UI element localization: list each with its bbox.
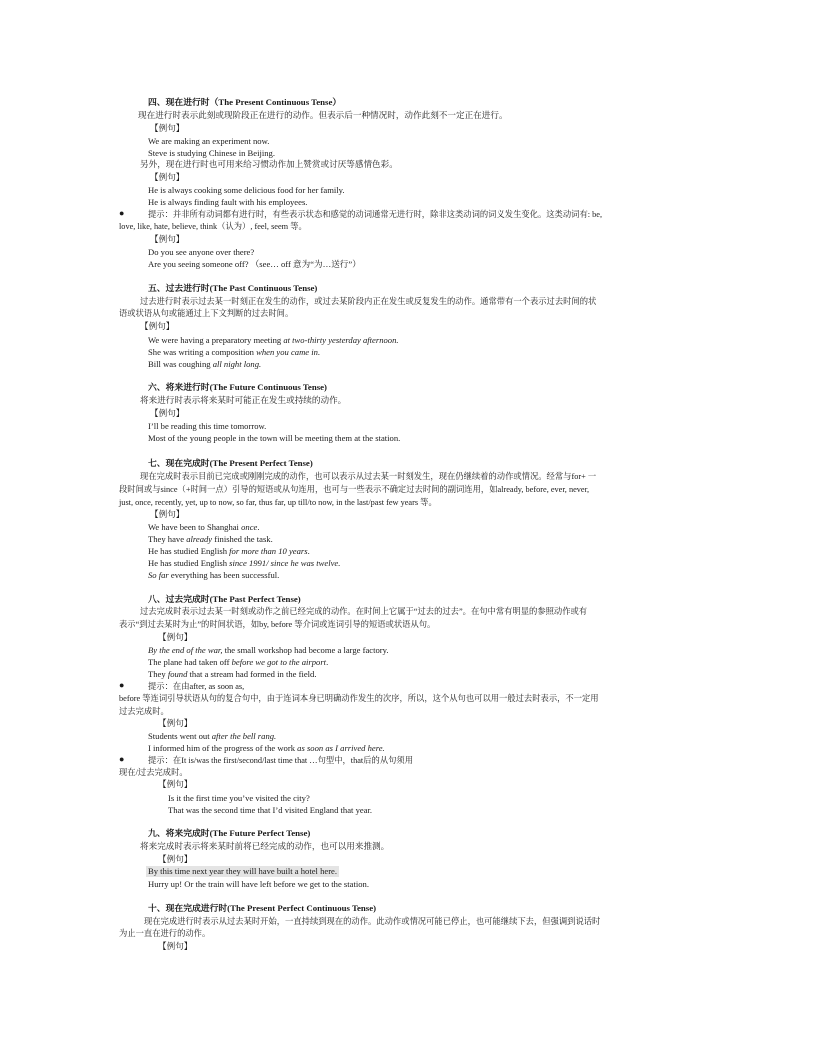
tip-text: before 等连词引导状语从句的复合句中，由于连词本身已明确动作发生的次序，所以，这个从句也可以用一般过去时表示，不一定用 [119,694,599,703]
section-8-definition: 表示“到过去某时为止”的时间状语，如by, before 等介词或连词引导的短语或状语从句。 [119,620,436,629]
example-sentence [148,669,317,680]
example-sentence [148,570,279,581]
example-text: I informed him of the progress of the work [148,743,298,753]
example-emphasis: all night long. [212,359,262,369]
section-7-definition: just, once, recently, yet, up to now, so far, thus far, up till/to now, in the last/past few years 等。 [119,498,437,507]
example-sentence: Steve is studying Chinese in Beijing. [148,148,275,158]
example-text: the small workshop had become a large factory. [222,645,389,655]
section-7-title: 七、现在完成时(The Present Perfect Tense) [148,458,313,468]
section-10-definition: 为止一直在进行的动作。 [119,929,211,938]
tip-text: 提示：并非所有动词都有进行时，有些表示状态和感觉的动词通常无进行时，除非这类动词的词义发生变化。这类动词有: be, [148,210,603,219]
example-text: that a stream had formed in the field. [187,669,317,679]
tip-text: 提示：在由after, as soon as, [148,682,245,691]
example-emphasis: after the bell rang. [211,731,277,741]
example-sentence [148,335,399,346]
section-5-title: 五、过去进行时(The Past Continuous Tense) [148,283,318,293]
section-5-definition: 语或状语从句或能通过上下文判断的过去时间。 [119,309,294,318]
example-sentence: He is always cooking some delicious food for her family. [148,185,345,195]
example-sentence [148,347,320,358]
bullet-icon: ● [119,208,125,218]
example-emphasis: since 1991/ since he was twelve. [229,558,341,568]
example-emphasis: found [167,669,188,679]
example-sentence [148,359,261,370]
section-4-title: 四、现在进行时（The Present Continuous Tense） [148,97,342,107]
example-sentence: We are making an experiment now. [148,136,270,146]
example-sentence [148,522,259,533]
example-label: 【例句】 [150,509,185,519]
section-6-title: 六、将来进行时(The Future Continuous Tense) [148,382,327,392]
tip-text: 现在/过去完成时。 [119,768,188,777]
example-text: They have [148,534,187,544]
example-sentence: I’ll be reading this time tomorrow. [148,421,267,431]
example-text: We have been to Shanghai [148,522,242,532]
tip-text: love, like, hate, believe, think（认为）, feel, seem 等。 [119,222,307,231]
example-sentence: Are you seeing someone off? （see… off 意为“为…送行”） [148,259,361,269]
section-7-definition: 现在完成时表示目前已完成或刚刚完成的动作，也可以表示从过去某一时刻发生，现在仍继续着的动作或情况。经常与for+ 一 [140,472,597,481]
example-emphasis: as soon as I arrived here. [297,743,385,753]
example-sentence: By this time next year they will have built a hotel here. [148,866,338,876]
example-text: Students went out [148,731,212,741]
tip-text: 提示：在It is/was the first/second/last time that …句型中，that后的从句须用 [148,756,414,765]
example-emphasis: before we got to the airport [231,657,327,667]
example-sentence [148,534,273,545]
section-10-definition: 现在完成进行时表示从过去某时开始，一直持续到现在的动作。此动作或情况可能已停止，也可能继续下去，但强调到说话时 [144,917,601,926]
example-emphasis: already [186,534,213,544]
example-sentence [148,731,276,742]
section-5-definition: 过去进行时表示过去某一时刻正在发生的动作，或过去某阶段内正在发生或反复发生的动作。通常带有一个表示过去时间的状 [140,297,597,306]
example-text: finished the task. [212,534,273,544]
example-text: They [148,669,168,679]
example-label: 【例句】 [158,779,193,789]
example-text: . [307,546,310,556]
example-text: We were having a preparatory meeting [148,335,284,345]
example-text: He has studied English [148,558,230,568]
example-label: 【例句】 [150,408,185,418]
section-8-title: 八、过去完成时(The Past Perfect Tense) [148,594,301,604]
example-label: 【例句】 [158,854,193,864]
example-emphasis: once [241,522,258,532]
example-text: Bill was coughing [148,359,213,369]
example-sentence [148,645,389,656]
example-emphasis: for more than 10 years [229,546,308,556]
section-9-title: 九、将来完成时(The Future Perfect Tense) [148,828,311,838]
example-sentence: Most of the young people in the town will be meeting them at the station. [148,433,401,443]
example-text: She was writing a composition [148,347,257,357]
tip-text: 过去完成时。 [119,707,169,716]
example-label: 【例句】 [150,172,185,182]
section-8-definition: 过去完成时表示过去某一时刻或动作之前已经完成的动作。在时间上它属于“过去的过去”。在句中常有明显的参照动作或有 [140,607,588,616]
example-text: The plane had taken off [148,657,232,667]
example-label: 【例句】 [150,123,185,133]
example-label: 【例句】 [150,234,185,244]
example-label: 【例句】 [158,632,193,642]
example-sentence [148,743,385,754]
example-emphasis: when you came in. [256,347,321,357]
example-text: everything has been successful. [168,570,280,580]
example-text: . [257,522,260,532]
example-emphasis: at two-thirty yesterday afternoon. [283,335,399,345]
section-7-definition: 段时间或与since（+时间一点）引导的短语或从句连用，也可与一些表示不确定过去时间的副词连用，如already, before, ever, never, [119,485,590,494]
example-sentence: Is it the first time you’ve visited the city? [168,793,310,803]
example-emphasis: By the end of the war, [148,645,223,655]
section-4-definition: 现在进行时表示此刻或现阶段正在进行的动作。但表示后一种情况时，动作此刻不一定正在进行。 [138,110,508,120]
bullet-icon: ● [119,680,125,690]
section-9-definition: 将来完成时表示将来某时前将已经完成的动作，也可以用来推测。 [140,841,390,851]
example-sentence: Do you see anyone over there? [148,247,255,257]
section-10-title: 十、现在完成进行时(The Present Perfect Continuous Tense) [148,903,377,913]
example-sentence: He is always finding fault with his employees. [148,197,308,207]
example-sentence: Hurry up! Or the train will have left before we get to the station. [148,879,369,889]
bullet-icon: ● [119,754,125,764]
example-label: 【例句】 [140,321,175,331]
example-sentence [148,657,328,668]
section-4-extra-note: 另外，现在进行时也可用来给习惯动作加上赞赏或讨厌等感情色彩。 [140,159,398,169]
example-label: 【例句】 [158,941,193,951]
example-sentence [148,546,310,557]
example-sentence [148,558,340,569]
example-emphasis: So far [148,570,169,580]
example-text: He has studied English [148,546,230,556]
example-text: . [326,657,329,667]
section-6-definition: 将来进行时表示将来某时可能正在发生或持续的动作。 [140,395,347,405]
example-label: 【例句】 [158,718,193,728]
example-sentence: That was the second time that I’d visited England that year. [168,805,373,815]
